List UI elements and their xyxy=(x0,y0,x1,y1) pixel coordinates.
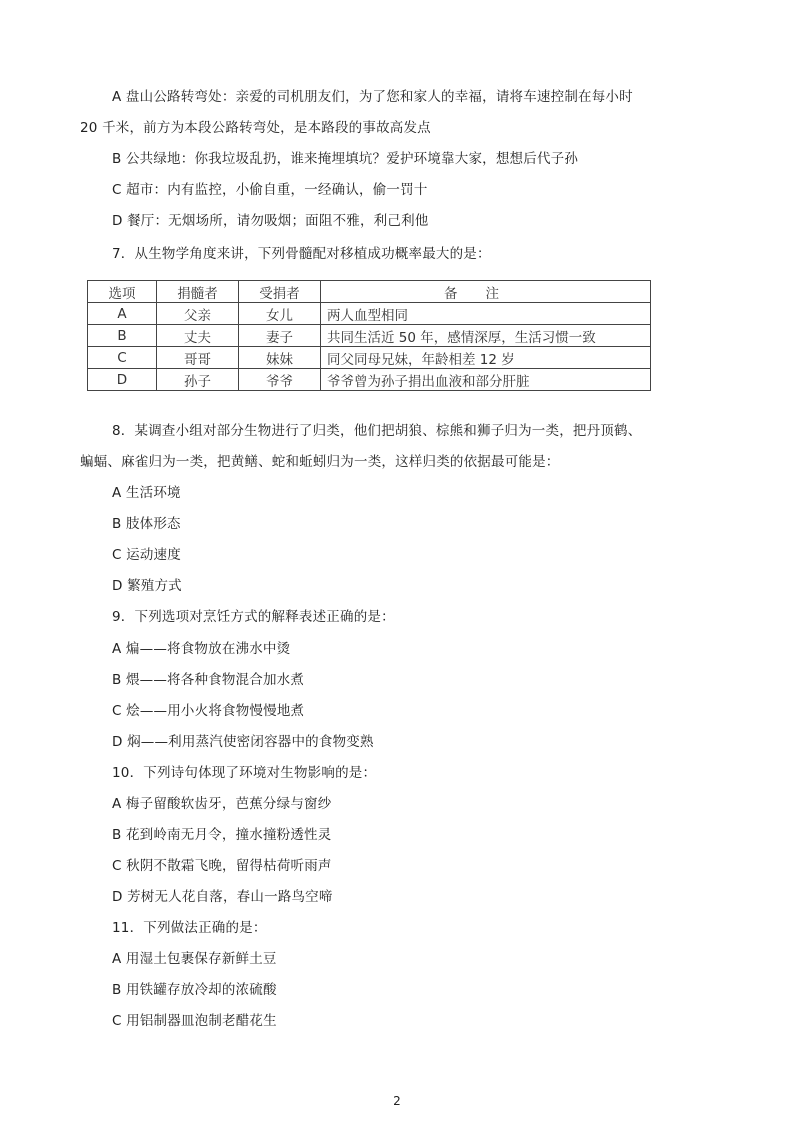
table-cell: 爷爷曾为孙子捐出血液和部分肝脏 xyxy=(321,369,651,391)
table-cell: 父亲 xyxy=(157,303,239,325)
table-header-cell: 选项 xyxy=(88,281,157,303)
table-row xyxy=(88,369,651,391)
q8-option-a: A 生活环境 xyxy=(112,485,181,501)
table-row xyxy=(88,303,651,325)
table-header-cell: 捐髓者 xyxy=(157,281,239,303)
table-cell: 女儿 xyxy=(239,303,321,325)
q8-stem-line2: 蝙蝠、麻雀归为一类，把黄鳝、蛇和蚯蚓归为一类，这样归类的依据最可能是： xyxy=(80,454,560,470)
q11-option-c: C 用铝制器皿泡制老醋花生 xyxy=(112,1013,277,1029)
table-cell: B xyxy=(88,325,157,347)
q8-option-b: B 肢体形态 xyxy=(112,516,181,532)
q11-option-a: A 用湿土包裹保存新鲜土豆 xyxy=(112,951,277,967)
q8-option-d: D 繁殖方式 xyxy=(112,578,182,594)
q10-option-d: D 芳树无人花自落，春山一路鸟空啼 xyxy=(112,889,333,905)
q11-stem: 11．下列做法正确的是： xyxy=(112,920,267,936)
q6-option-d: D 餐厅：无烟场所，请勿吸烟；面阻不雅，利己利他 xyxy=(112,213,429,229)
table-cell: 同父同母兄妹，年龄相差 12 岁 xyxy=(321,347,651,369)
table-cell: 共同生活近 50 年，感情深厚，生活习惯一致 xyxy=(321,325,651,347)
q9-option-b: B 煨——将各种食物混合加水煮 xyxy=(112,672,305,688)
table-cell: 两人血型相同 xyxy=(321,303,651,325)
q10-option-a: A 梅子留酸软齿牙，芭蕉分绿与窗纱 xyxy=(112,796,332,812)
table-header-cell: 受捐者 xyxy=(239,281,321,303)
q9-stem: 9．下列选项对烹饪方式的解释表述正确的是： xyxy=(112,609,395,625)
table-cell: 妹妹 xyxy=(239,347,321,369)
table-row xyxy=(88,347,651,369)
q10-stem: 10．下列诗句体现了环境对生物影响的是： xyxy=(112,765,377,781)
table-header-row xyxy=(88,281,651,303)
q7-stem: 7．从生物学角度来讲，下列骨髓配对移植成功概率最大的是： xyxy=(112,246,491,262)
q7-table xyxy=(87,280,651,391)
table-cell: A xyxy=(88,303,157,325)
table-cell: C xyxy=(88,347,157,369)
table-cell: 丈夫 xyxy=(157,325,239,347)
table-header-cell: 备注 xyxy=(321,281,651,303)
q11-option-b: B 用铁罐存放冷却的浓硫酸 xyxy=(112,982,277,998)
q10-option-c: C 秋阴不散霜飞晚，留得枯荷听雨声 xyxy=(112,858,332,874)
table-cell: 妻子 xyxy=(239,325,321,347)
q6-option-c: C 超市：内有监控，小偷自重，一经确认，偷一罚十 xyxy=(112,182,428,198)
table-cell: D xyxy=(88,369,157,391)
q8-stem-line1: 8．某调查小组对部分生物进行了归类，他们把胡狼、棕熊和狮子归为一类，把丹顶鹤、 xyxy=(112,423,642,439)
q9-option-d: D 焖——利用蒸汽使密闭容器中的食物变熟 xyxy=(112,734,374,750)
q6-option-a-line1: A 盘山公路转弯处：亲爱的司机朋友们，为了您和家人的幸福，请将车速控制在每小时 xyxy=(112,89,633,105)
q10-option-b: B 花到岭南无月令，撞水撞粉透性灵 xyxy=(112,827,332,843)
q6-option-a-line2: 20 千米，前方为本段公路转弯处，是本路段的事故高发点 xyxy=(80,120,431,136)
table-row xyxy=(88,325,651,347)
table-cell: 孙子 xyxy=(157,369,239,391)
page-number: 2 xyxy=(393,1094,401,1108)
table-cell: 哥哥 xyxy=(157,347,239,369)
table-cell: 爷爷 xyxy=(239,369,321,391)
q9-option-a: A 煸——将食物放在沸水中烫 xyxy=(112,641,291,657)
q8-option-c: C 运动速度 xyxy=(112,547,181,563)
q9-option-c: C 烩——用小火将食物慢慢地煮 xyxy=(112,703,305,719)
q6-option-b: B 公共绿地：你我垃圾乱扔，谁来掩埋填坑？爱护环境靠大家，想想后代子孙 xyxy=(112,151,579,167)
